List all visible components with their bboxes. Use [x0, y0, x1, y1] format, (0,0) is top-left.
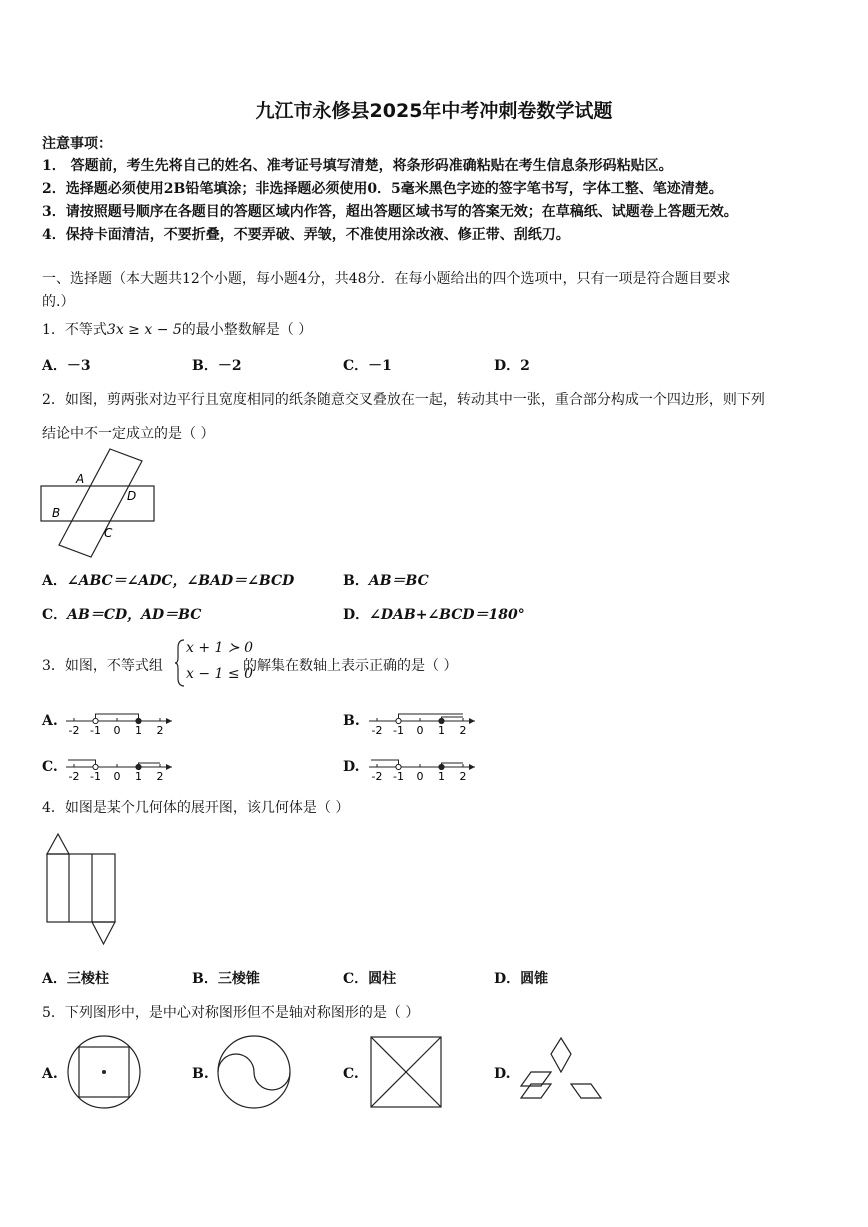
section-heading-line1: 一、选择题（本大题共12个小题，每小题4分，共48分．在每小题给出的四个选项中，只有一项是符合题目要求: [42, 271, 731, 287]
q5-option-a-circle-square-figure[interactable]: [66, 1034, 142, 1110]
q2-option-b-text: AB＝BC: [368, 573, 429, 589]
tick-label: 0: [416, 724, 424, 736]
notice-item: 3．请按照题号顺序在各题目的答题区域内作答，超出答题区域书写的答案无效；在草稿纸、试题卷上答题无效。: [42, 204, 738, 220]
q5-option-c-square-diagonals-figure[interactable]: [368, 1034, 444, 1110]
q5-option-d-letter[interactable]: D.: [494, 1066, 511, 1082]
q3-option-d-number-line[interactable]: [367, 748, 479, 782]
crossed-strips-figure: [38, 445, 160, 561]
q2-option-b[interactable]: [343, 570, 429, 590]
q5-option-b-yin-yang-figure[interactable]: [216, 1034, 292, 1110]
question-1-suffix: 的最小整数解是（ ）: [181, 322, 313, 338]
tick-label: -2: [371, 770, 383, 782]
page-title: 九江市永修县2025年中考冲刺卷数学试题: [255, 100, 613, 122]
q2-option-b-letter: B．: [343, 573, 369, 589]
tick-label: -1: [393, 724, 404, 736]
solution-ray: [442, 763, 464, 767]
tick-label: 0: [416, 770, 424, 782]
question-1-prefix: 1．不等式: [42, 322, 107, 338]
tick-label: 2: [459, 724, 467, 736]
solution-ray: [371, 760, 399, 767]
q3-option-b-letter[interactable]: B.: [343, 713, 360, 729]
q4-option-d[interactable]: D．圆锥: [494, 971, 549, 987]
question-5-stem: 5．下列图形中，是中心对称图形但不是轴对称图形的是（ ）: [42, 1005, 420, 1021]
solution-ray: [442, 717, 464, 721]
inequality-1: x + 1 ≻ 0: [186, 640, 253, 656]
open-endpoint: [93, 764, 98, 769]
tick-label: 0: [113, 770, 121, 782]
q3-option-c-letter[interactable]: C.: [42, 759, 58, 775]
q5-option-b-letter[interactable]: B.: [192, 1066, 209, 1082]
closed-endpoint: [439, 764, 444, 769]
tick-label: -1: [90, 770, 101, 782]
q3-option-d-letter[interactable]: D.: [343, 759, 360, 775]
question-3-suffix: 的解集在数轴上表示正确的是（ ）: [243, 658, 458, 674]
question-2-line2: 结论中不一定成立的是（ ）: [42, 426, 215, 442]
question-3-prefix: 3．如图，不等式组: [42, 658, 163, 674]
open-endpoint: [93, 718, 98, 723]
axis-arrow: [469, 764, 475, 770]
label-c: C: [104, 526, 113, 540]
notice-heading: 注意事项：: [42, 136, 112, 152]
q4-option-c[interactable]: C．圆柱: [343, 971, 397, 987]
section-heading-line2: 的.）: [42, 294, 75, 310]
tick-label: 2: [156, 770, 164, 782]
question-1-math: 3x ≥ x − 5: [106, 322, 182, 338]
q3-option-b-number-line[interactable]: [367, 702, 479, 736]
closed-endpoint: [136, 764, 141, 769]
notice-item: 4．保持卡面清洁，不要折叠，不要弄破、弄皱，不准使用涂改液、修正带、刮纸刀。: [42, 227, 570, 243]
q1-option-d[interactable]: D．2: [494, 358, 530, 374]
q5-option-a-letter[interactable]: A.: [42, 1066, 58, 1082]
q1-option-c[interactable]: C．－1: [343, 358, 392, 374]
tick-label: 2: [459, 770, 467, 782]
tick-label: -1: [393, 770, 404, 782]
open-endpoint: [396, 764, 401, 769]
tick-label: 1: [438, 770, 445, 782]
q2-option-c-letter: C．: [42, 607, 68, 623]
q3-option-c-number-line[interactable]: [64, 748, 176, 782]
system-brace: [174, 638, 186, 688]
notice-item: 2．选择题必须使用2B铅笔填涂；非选择题必须使用0．5毫米黑色字迹的签字笔书写，字体工整、笔迹清楚。: [42, 181, 723, 197]
tick-label: 1: [135, 724, 142, 736]
prism-net-figure: [42, 832, 122, 948]
axis-arrow: [469, 718, 475, 724]
label-b: B: [52, 506, 61, 520]
question-2-line1: 2．如图，剪两张对边平行且宽度相同的纸条随意交叉叠放在一起，转动其中一张，重合部分构成一个四边形，则下列: [42, 392, 765, 408]
q4-option-b[interactable]: B．三棱锥: [192, 971, 260, 987]
q2-option-d-letter: D．: [343, 607, 370, 623]
tick-label: -2: [371, 724, 383, 736]
q2-option-a-text: ∠ABC＝∠ADC，∠BAD＝∠BCD: [66, 573, 295, 589]
tick-label: -2: [68, 724, 80, 736]
label-a: A: [76, 472, 85, 486]
open-endpoint: [396, 718, 401, 723]
q3-option-a-number-line[interactable]: [64, 702, 176, 736]
solution-ray: [68, 760, 96, 767]
question-1-stem: [42, 319, 312, 339]
label-d: D: [127, 489, 137, 503]
q5-option-d-three-diamonds-figure[interactable]: [518, 1034, 604, 1110]
q2-option-d[interactable]: [343, 604, 525, 624]
notice-item: 1． 答题前，考生先将自己的姓名、准考证号填写清楚，将条形码准确粘贴在考生信息条形码粘贴区。: [42, 158, 673, 174]
tick-label: 0: [113, 724, 121, 736]
closed-endpoint: [136, 718, 141, 723]
q1-option-b[interactable]: B．－2: [192, 358, 242, 374]
tick-label: -1: [90, 724, 101, 736]
q2-option-c[interactable]: [42, 604, 201, 624]
q4-option-a[interactable]: A．三棱柱: [42, 971, 109, 987]
axis-arrow: [166, 718, 172, 724]
axis-arrow: [166, 764, 172, 770]
q2-option-d-text: ∠DAB+∠BCD＝180°: [369, 607, 525, 623]
q3-option-a-letter[interactable]: A.: [42, 713, 58, 729]
tick-label: -2: [68, 770, 80, 782]
question-4-stem: 4．如图是某个几何体的展开图，该几何体是（ ）: [42, 800, 350, 816]
q2-option-a[interactable]: [42, 570, 294, 590]
inequality-2: x − 1 ≤ 0: [186, 666, 253, 682]
tick-label: 2: [156, 724, 164, 736]
q2-option-a-letter: A．: [42, 573, 67, 589]
tick-label: 1: [438, 724, 445, 736]
q1-option-a[interactable]: A．－3: [42, 358, 91, 374]
closed-endpoint: [439, 718, 444, 723]
q2-option-c-text: AB＝CD，AD＝BC: [67, 607, 202, 623]
tick-label: 1: [135, 770, 142, 782]
q5-option-c-letter[interactable]: C.: [343, 1066, 359, 1082]
solution-ray: [139, 763, 161, 767]
